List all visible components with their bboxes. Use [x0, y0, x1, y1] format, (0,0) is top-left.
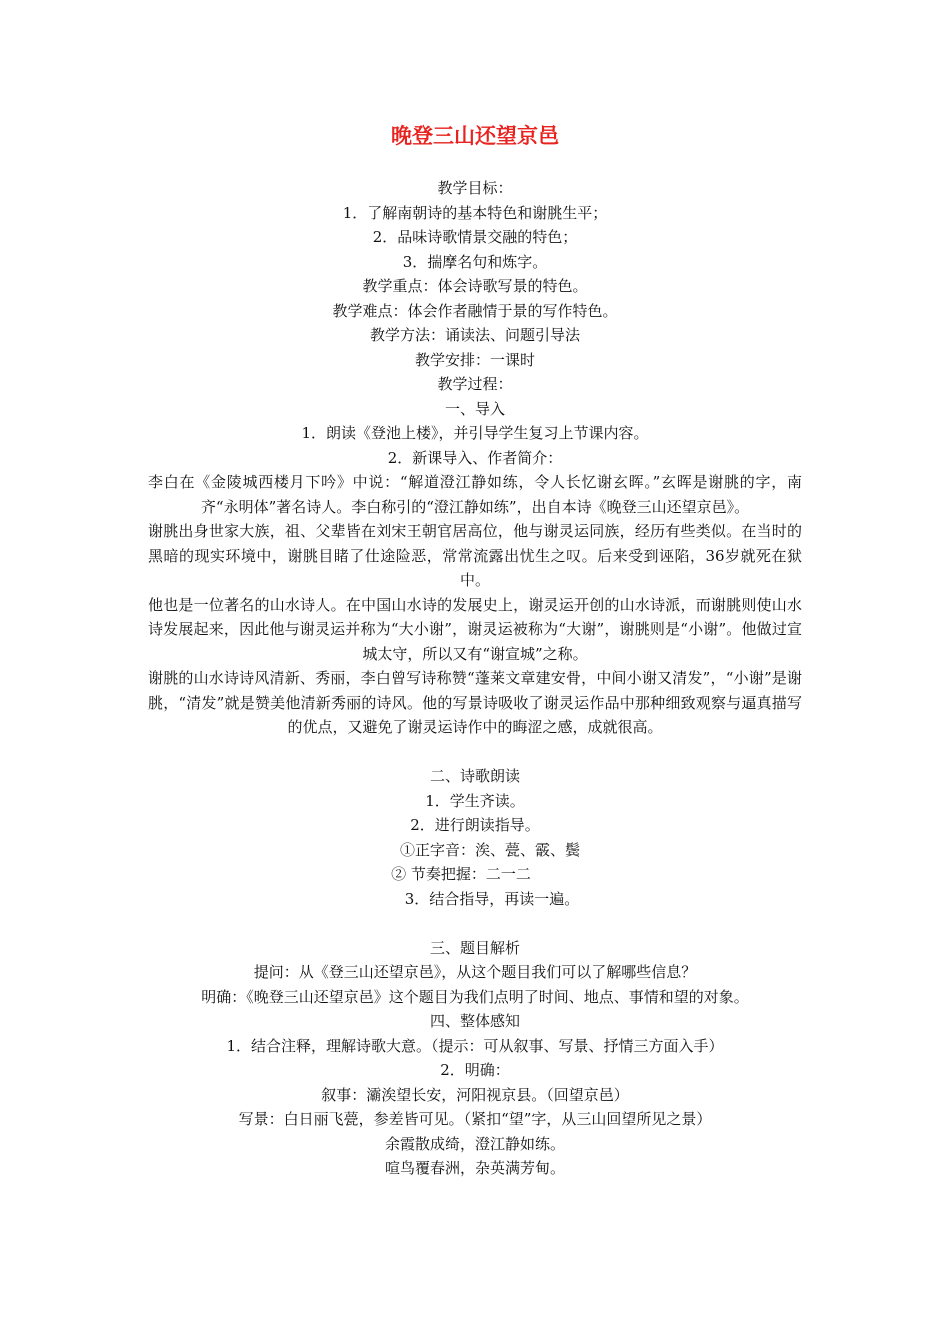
method: 教学方法：诵读法、问题引导法 [369, 326, 580, 344]
poem-line: 余霞散成绮，澄江静如练。 [384, 1134, 565, 1153]
step-item: 3．结合指导，再读一遍。 [404, 889, 580, 908]
paragraph: 谢朓出身世家大族，祖、父辈皆在刘宋王朝官居高位，他与谢灵运同族，经历有些类似。在当时的黑暗的现实环境中，谢朓目睹了仕途险恶，常常流露出忧生之叹。后来受到诬陷，36岁就死在狱中。 [148, 522, 802, 589]
paragraph: 李白在《金陵城西楼月下吟》中说：“解道澄江静如练，令人长忆谢玄晖。”玄晖是谢朓的字，南齐“永明体”著名诗人。李白称引的“澄江静如练”，出自本诗《晚登三山还望京邑》。 [148, 473, 802, 516]
step-item: 2．明确： [440, 1061, 510, 1079]
paragraph: 谢朓的山水诗诗风清新、秀丽，李白曾写诗称赞“蓬莱文章建安骨，中间小谢又清发”，“小谢”是谢朓，“清发”就是赞美他清新秀丽的诗风。他的写景诗吸收了谢灵运作品中那种细致观察与逼真描写的优点，又避免了谢灵运诗作中的晦涩之感，成就很高。 [148, 669, 802, 736]
objective-item: 3．揣摩名句和炼字。 [402, 252, 548, 271]
section-label: 教学目标： [437, 179, 513, 197]
spacer [148, 911, 802, 936]
document-title: 晚登三山还望京邑 [391, 124, 559, 148]
poem-line: 叙事：灞涘望长安，河阳视京县。（回望京邑） [321, 1085, 629, 1104]
step-item: 2．新课导入、作者简介： [387, 448, 563, 467]
document-body [148, 176, 802, 1181]
sub-item: ①正字音：涘、甍、霰、鬓 [399, 840, 580, 859]
sub-item: ② 节奏把握：二一二 [391, 865, 531, 883]
step-item: 2．进行朗读指导。 [410, 816, 540, 834]
step-item: 1．结合注释，理解诗歌大意。（提示：可从叙事、写景、抒情三方面入手） [226, 1036, 724, 1055]
key-point: 教学重点：体会诗歌写景的特色。 [362, 277, 588, 295]
paragraph: 他也是一位著名的山水诗人。在中国山水诗的发展史上，谢灵运开创的山水诗派，而谢朓则使山水诗发展起来，因此他与谢灵运并称为“大小谢”，谢灵运被称为“大谢”，谢朓则是“小谢”。他做过宣城太守，所以又有“谢宣城”之称。 [148, 595, 802, 663]
section-label: 教学过程： [437, 375, 513, 393]
section-heading: 一、导入 [444, 399, 505, 418]
step-item: 1．学生齐读。 [425, 791, 525, 810]
section-heading: 四、整体感知 [429, 1012, 520, 1030]
schedule: 教学安排：一课时 [414, 350, 535, 369]
poem-line: 写景：白日丽飞甍，参差皆可见。（紧扣“望”字，从三山回望所见之景） [238, 1110, 712, 1128]
objective-item: 1．了解南朝诗的基本特色和谢朓生平； [342, 203, 608, 222]
step-item: 1．朗读《登池上楼》，并引导学生复习上节课内容。 [301, 424, 649, 442]
objective-item: 2．品味诗歌情景交融的特色； [372, 228, 578, 246]
answer-line: 明确：《晚登三山还望京邑》这个题目为我们点明了时间、地点、事情和望的对象。 [201, 987, 749, 1006]
spacer [148, 740, 802, 765]
question-line: 提问：从《登三山还望京邑》，从这个题目我们可以了解哪些信息？ [253, 963, 697, 981]
poem-line: 喧鸟覆春洲，杂英满芳甸。 [384, 1159, 565, 1177]
section-heading: 二、诗歌朗读 [429, 767, 520, 785]
section-heading: 三、题目解析 [429, 938, 520, 957]
difficulty: 教学难点：体会作者融情于景的写作特色。 [332, 301, 618, 320]
